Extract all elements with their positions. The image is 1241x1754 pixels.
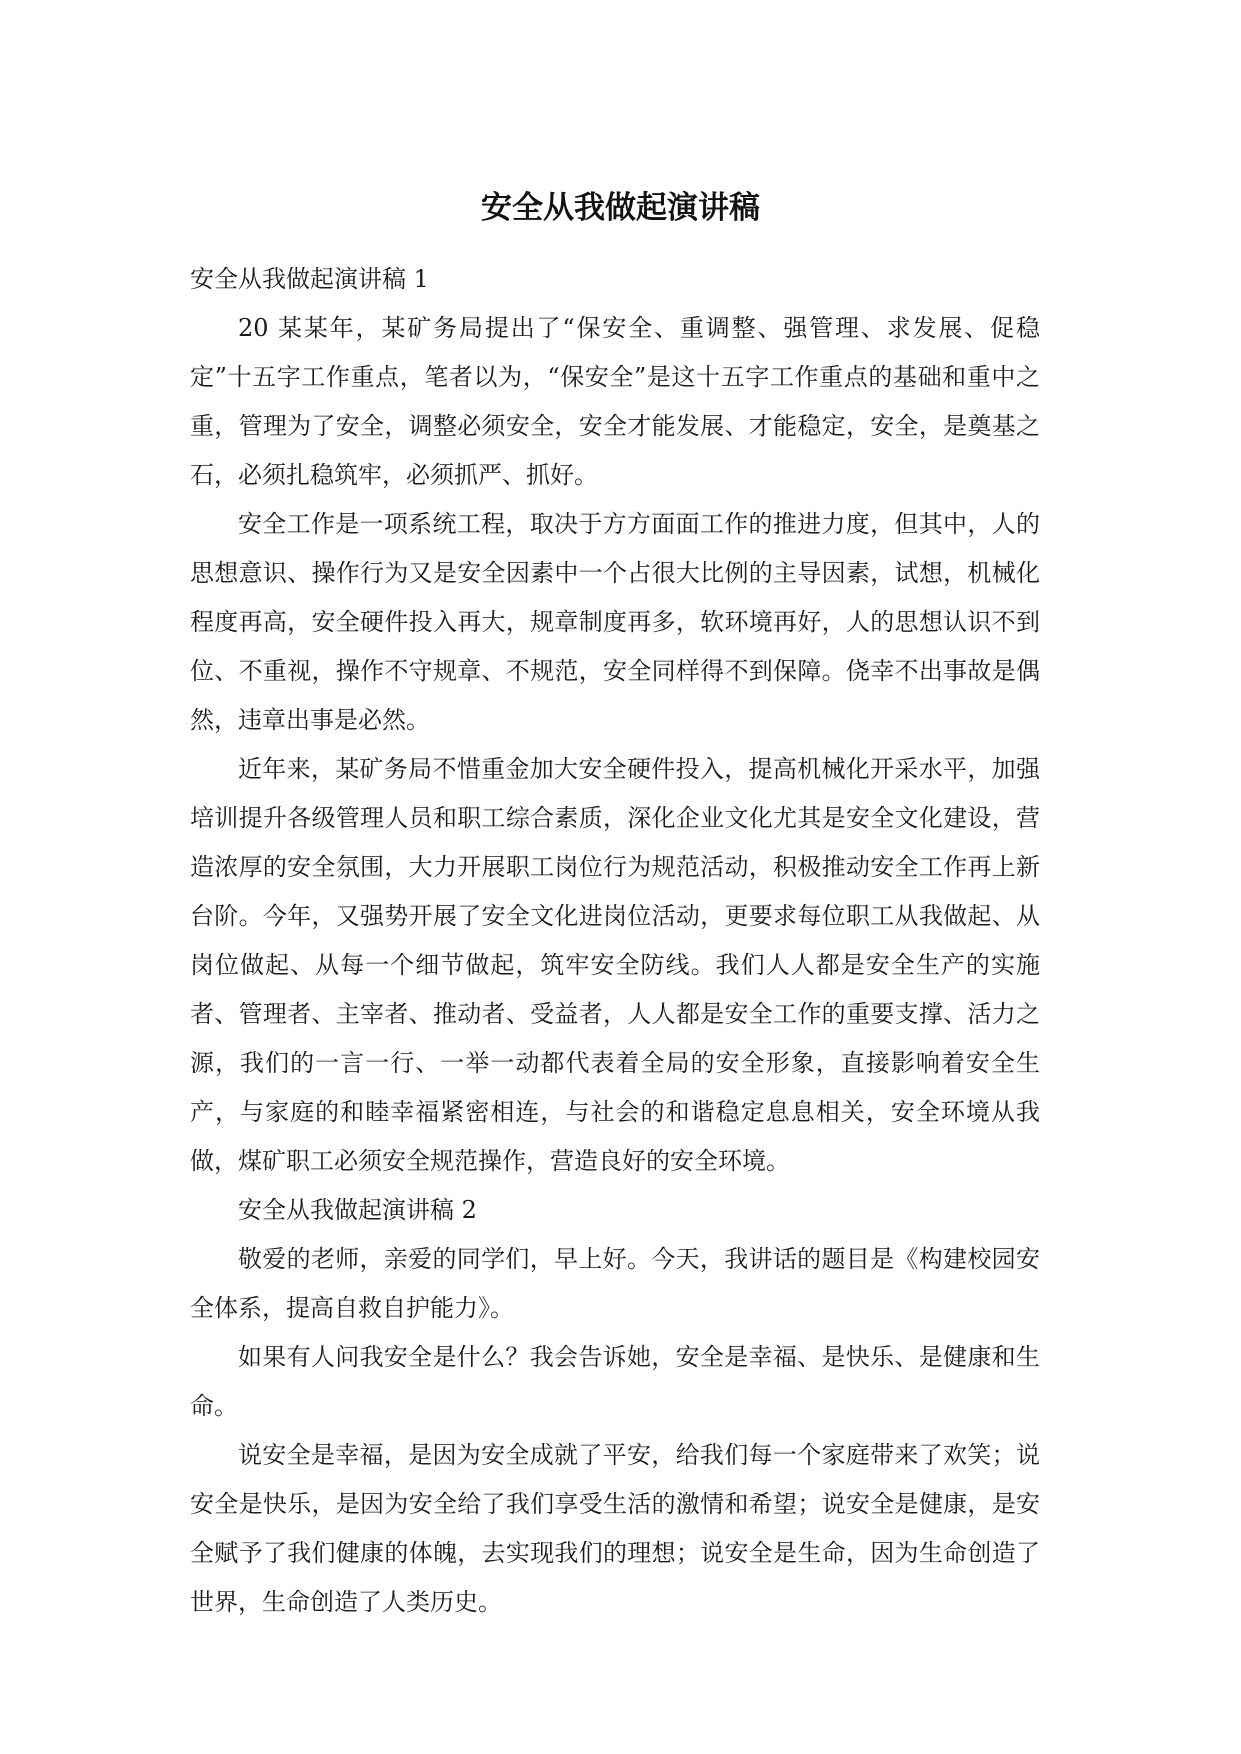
document-body bbox=[190, 255, 1040, 1627]
paragraph: 敬爱的老师，亲爱的同学们，早上好。今天，我讲话的题目是《构建校园安全体系，提高自救自护能力》。 bbox=[190, 1245, 1040, 1322]
paragraph: 20 某某年，某矿务局提出了“保安全、重调整、强管理、求发展、促稳定”十五字工作重点，笔者以为，“保安全”是这十五字工作重点的基础和重中之重，管理为了安全，调整必须安全，安全才能发展、才能稳定，安全，是奠基之石，必须扎稳筑牢，必须抓严、抓好。 bbox=[190, 314, 1040, 489]
paragraph: 近年来，某矿务局不惜重金加大安全硬件投入，提高机械化开采水平，加强培训提升各级管理人员和职工综合素质，深化企业文化尤其是安全文化建设，营造浓厚的安全氛围，大力开展职工岗位行为规范活动，积极推动安全工作再上新台阶。今年，又强势开展了安全文化进岗位活动，更要求每位职工从我做起、从岗位做起、从每一个细节做起，筑牢安全防线。我们人人都是安全生产的实施者、管理者、主宰者、推动者、受益者，人人都是安全工作的重要支撑、活力之源，我们的一言一行、一举一动都代表着全局的安全形象，直接影响着安全生产，与家庭的和睦幸福紧密相连，与社会的和谐稳定息息相关，安全环境从我做，煤矿职工必须安全规范操作，营造良好的安全环境。 bbox=[190, 755, 1040, 1175]
paragraph: 安全工作是一项系统工程，取决于方方面面工作的推进力度，但其中，人的思想意识、操作行为又是安全因素中一个占很大比例的主导因素，试想，机械化程度再高，安全硬件投入再大，规章制度再多，软环境再好，人的思想认识不到位、不重视，操作不守规章、不规范，安全同样得不到保障。侥幸不出事故是偶然，违章出事是必然。 bbox=[190, 510, 1040, 734]
document-title: 安全从我做起演讲稿 bbox=[481, 190, 760, 226]
section-heading-2: 安全从我做起演讲稿 2 bbox=[238, 1196, 477, 1224]
paragraph: 如果有人问我安全是什么？我会告诉她，安全是幸福、是快乐、是健康和生命。 bbox=[190, 1343, 1040, 1420]
section-heading-1: 安全从我做起演讲稿 1 bbox=[190, 265, 429, 293]
paragraph: 说安全是幸福，是因为安全成就了平安，给我们每一个家庭带来了欢笑；说安全是快乐，是因为安全给了我们享受生活的激情和希望；说安全是健康，是安全赋予了我们健康的体魄，去实现我们的理想；说安全是生命，因为生命创造了世界，生命创造了人类历史。 bbox=[190, 1441, 1040, 1616]
